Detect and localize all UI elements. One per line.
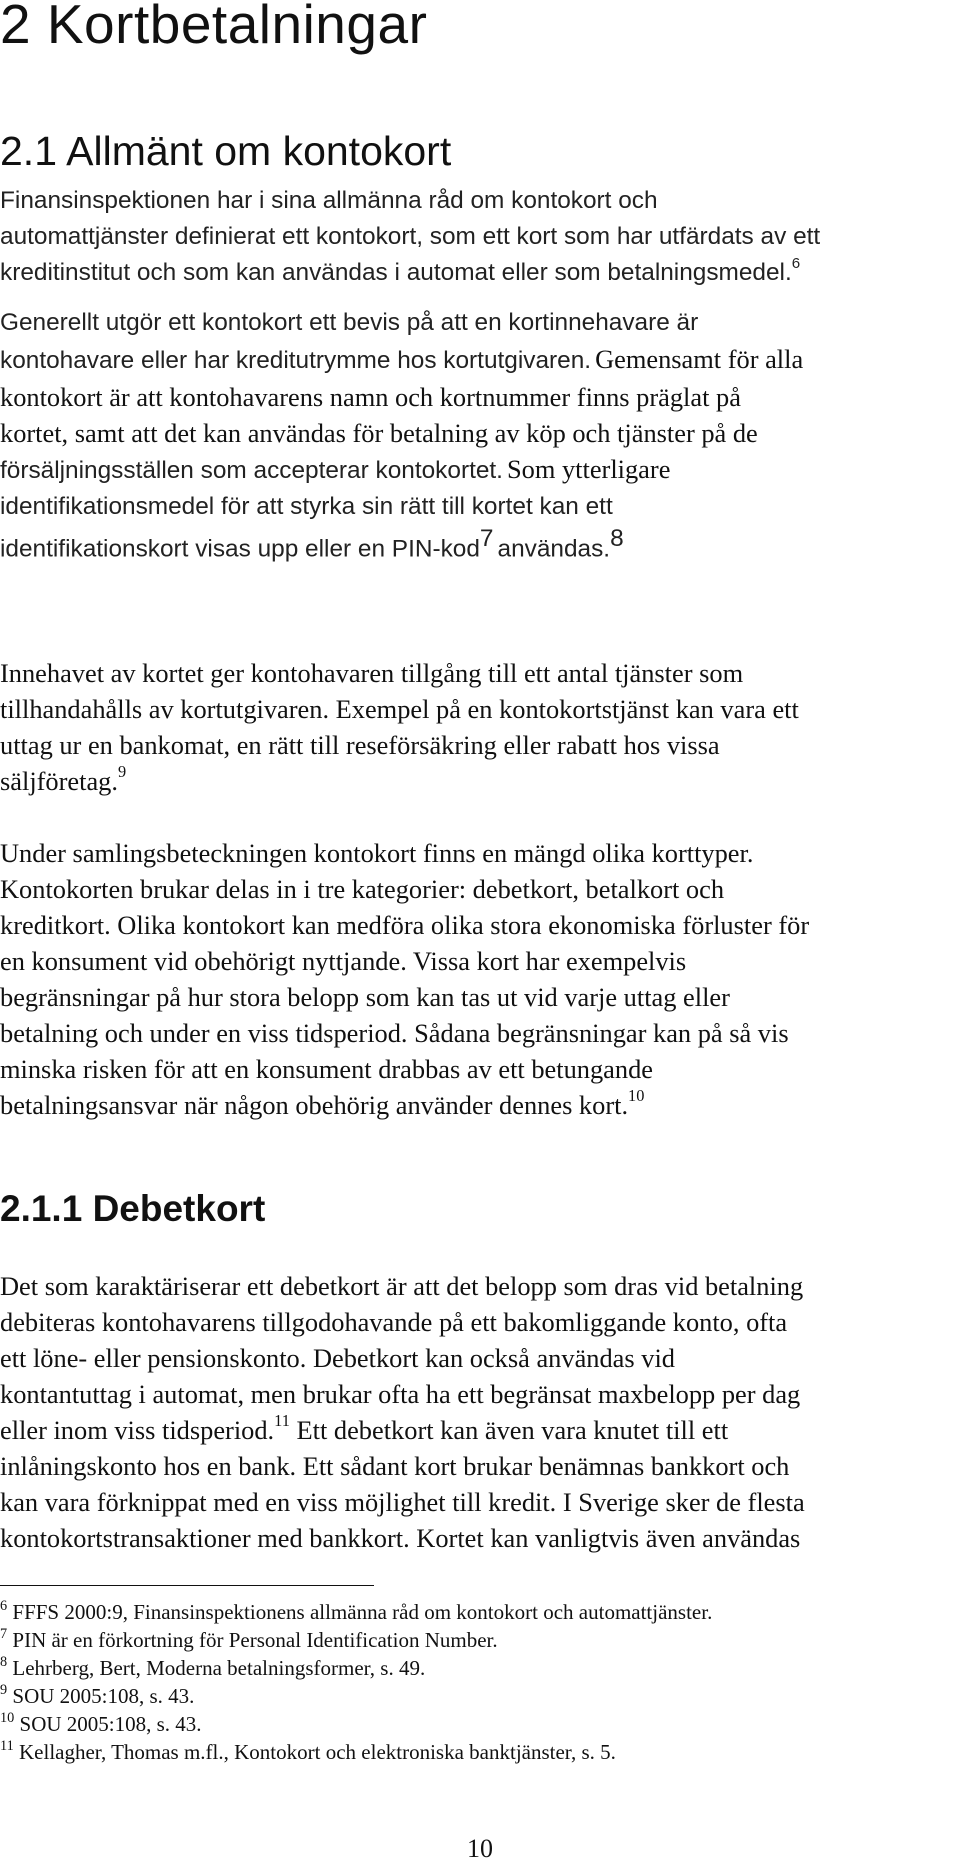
paragraph-line: kontantuttag i automat, men brukar ofta ha ett begränsat maxbelopp per dag	[0, 1379, 801, 1409]
paragraph-line: inlåningskonto hos en bank. Ett sådant kort brukar benämnas bankkort och	[0, 1451, 790, 1481]
footnote-ref: 11	[274, 1411, 290, 1431]
footnote: $^{10}$ SOU 2005:108, s. 43.	[0, 1709, 202, 1736]
paragraph-line: begränsningar på hur stora belopp som kan tas ut vid varje uttag eller	[0, 982, 730, 1012]
paragraph-line: försäljningsställen som accepterar kontokortet. Som ytterligare	[0, 454, 671, 484]
paragraph-debit-card	[0, 1268, 960, 1556]
footnote-number: 6	[0, 1597, 8, 1614]
paragraph-line: eller inom viss tidsperiod.$^{11}$ Ett debetkort kan även vara knutet till ett	[0, 1411, 729, 1445]
page-number: 10	[467, 1834, 493, 1863]
paragraph-card-types	[0, 835, 960, 1123]
footnote-separator	[0, 1585, 374, 1586]
footnote-number: 8	[0, 1653, 8, 1670]
subsection-heading: 2.1.1 Debetkort	[0, 1188, 266, 1229]
paragraph-line: kontokort är att kontohavarens namn och kortnummer finns präglat på	[0, 382, 741, 412]
paragraph-line: uttag ur en bankomat, en rätt till reseförsäkring eller rabatt hos vissa	[0, 730, 720, 760]
footnote-ref: 9	[117, 762, 127, 782]
paragraph-line: kreditkort. Olika kontokort kan medföra olika stora ekonomiska förluster för	[0, 910, 810, 940]
paragraph-services	[0, 655, 960, 799]
footnote: $^9$ SOU 2005:108, s. 43.	[0, 1681, 195, 1708]
paragraph-line: kreditinstitut och som kan användas i automat eller som betalningsmedel.$^6$	[0, 255, 801, 286]
paragraph-line: identifikationskort visas upp eller en PIN-kod$^7$ användas.$^8$	[0, 524, 624, 563]
section-heading: 2.1 Allmänt om kontokort	[0, 128, 452, 174]
paragraph-line: ett löne- eller pensionskonto. Debetkort kan också användas vid	[0, 1343, 675, 1373]
paragraph-line: debiteras kontohavarens tillgodohavande på ett bakomliggande konto, ofta	[0, 1307, 788, 1337]
footnote-number: 10	[0, 1709, 15, 1726]
paragraph-line: minska risken för att en konsument drabbas av ett betungande	[0, 1054, 653, 1084]
footnote-number: 9	[0, 1681, 8, 1698]
paragraph-line: säljföretag.$^9$	[0, 762, 127, 796]
footnote-number: 7	[0, 1625, 8, 1642]
paragraph-line: identifikationsmedel för att styrka sin rätt till kortet kan ett	[0, 493, 613, 520]
paragraph-definition	[0, 305, 960, 567]
footnote: $^6$ FFFS 2000:9, Finansinspektionens allmänna råd om kontokort och automattjänster.	[0, 1597, 713, 1624]
paragraph-line: Det som karaktäriserar ett debetkort är att det belopp som dras vid betalning	[0, 1271, 804, 1301]
paragraph-intro	[0, 183, 960, 291]
footnote: $^7$ PIN är en förkortning för Personal Identification Number.	[0, 1625, 498, 1652]
paragraph-line: kan vara förknippat med en viss möjlighet till kredit. I Sverige sker de flesta	[0, 1487, 805, 1517]
footnote: $^{11}$ Kellagher, Thomas m.fl., Kontokort och elektroniska banktjänster, s. 5.	[0, 1737, 616, 1764]
paragraph-line: betalningsansvar när någon obehörig använder dennes kort.$^{10}$	[0, 1086, 645, 1120]
footnote-ref: 10	[628, 1086, 645, 1106]
chapter-heading: 2 Kortbetalningar	[0, 0, 428, 55]
paragraph-line: Kontokorten brukar delas in i tre kategorier: debetkort, betalkort och	[0, 874, 725, 904]
paragraph-line: Generellt utgör ett kontokort ett bevis på att en kortinnehavare är	[0, 309, 699, 336]
footnote-ref: 7	[479, 524, 494, 552]
footnote-ref: 8	[610, 524, 624, 552]
paragraph-line: Under samlingsbeteckningen kontokort finns en mängd olika korttyper.	[0, 838, 754, 868]
paragraph-line: en konsument vid obehörigt nyttjande. Vissa kort har exempelvis	[0, 946, 687, 976]
footnote-ref: 6	[791, 255, 801, 273]
paragraph-line: Innehavet av kortet ger kontohavaren tillgång till ett antal tjänster som	[0, 658, 744, 688]
footnote: $^8$ Lehrberg, Bert, Moderna betalningsformer, s. 49.	[0, 1653, 426, 1680]
footnote-number: 11	[0, 1737, 14, 1754]
paragraph-line: Finansinspektionen har i sina allmänna råd om kontokort och	[0, 187, 658, 214]
paragraph-line: kontohavare eller har kreditutrymme hos kortutgivaren. Gemensamt för alla	[0, 344, 804, 374]
paragraph-line: tillhandahålls av kortutgivaren. Exempel på en kontokortstjänst kan vara ett	[0, 694, 799, 724]
paragraph-line: automattjänster definierat ett kontokort, som ett kort som har utfärdats av ett	[0, 223, 821, 250]
paragraph-line: kortet, samt att det kan användas för betalning av köp och tjänster på de	[0, 418, 758, 448]
paragraph-line: betalning och under en viss tidsperiod. Sådana begränsningar kan på så vis	[0, 1018, 789, 1048]
paragraph-line: kontokortstransaktioner med bankkort. Kortet kan vanligtvis även användas	[0, 1523, 801, 1553]
